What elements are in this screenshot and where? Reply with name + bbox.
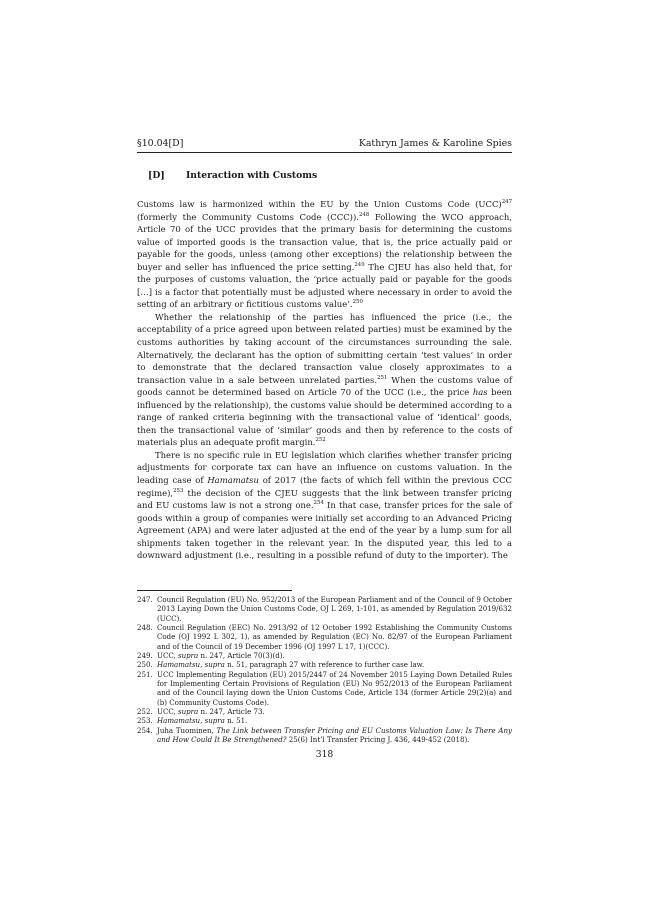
footnote-number: 248. [137,623,153,633]
footnote-ref[interactable]: 248 [358,211,370,218]
running-head-section: §10.04[D] [137,138,184,149]
footnote-italic: Hamamatsu, supra [157,660,225,670]
footnote-divider [137,590,292,591]
footnote-text-part: UCC, [157,707,178,717]
footnote-text [157,623,512,651]
footnote-253 [137,716,512,725]
paragraph-text: the decision of the CJEU suggests that the link between transfer pricing and EU customs law is not a strong one. [137,487,512,511]
footnote-ref[interactable]: 254 [313,500,324,507]
running-head-authors: Kathryn James & Karoline Spies [358,138,512,149]
footnote-ref[interactable]: 251 [377,374,388,381]
footnote-text-part: UCC, [157,651,178,661]
footnote-ref[interactable]: 249 [354,261,365,268]
paragraph-text: In that case, transfer prices for the sale of goods within a group of companies were initially set according to an Advanced Pricing Agreement (APA) and were later adjusted at the end of the year by a lump sum for all shipments taken together in the relevant year. In the disputed year, this led to a downward adjustment (i.e., resulting in a possible refund of duty to the importer). The [137,500,512,561]
footnote-text-part: UCC Implementing Regulation (EU) 2015/2447 of 24 November 2015 Laying Down Detailed Rules for Implementing Certain Provisions of Regulation (EU) No 952/2013 of the European Parliament and of the Council laying down the Union Customs Code, Article 134 (former Article 29(2)(a) and (b) Community Customs Code). [157,669,512,707]
footnote-ref[interactable]: 252 [315,437,326,444]
footnote-text [157,670,512,707]
footnote-text-part: Council Regulation (EU) No. 952/2013 of the European Parliament and of the Council of 9 October 2013 Laying Down the Union Customs Code, OJ L 269, 1-101, as amended by Regulation 2019/632 (UCC). [157,595,512,623]
paragraph-text: There is no specific rule in EU legislation which clarifies whether transfer pricing adjustments for corporate tax can have an influence on customs valuation. In the leading case of [137,449,512,486]
footnote-ref[interactable]: 253 [173,487,184,494]
footnote-italic: supra [177,651,199,661]
footnote-number: 251. [137,669,153,679]
footnote-text-part: n. 51, paragraph 27 with reference to further case law. [224,660,425,670]
footnote-italic: The Link between Transfer Pricing and EU Customs Valuation Law: Is There Any and How Could It Be Strengthened? [157,725,512,745]
paragraph-text: The CJEU has also held that, for the purposes of customs valuation, the ‘price actually paid or payable for the goods […] is a factor that potentially must be adjusted where necessary in order to avoid the setting of an arbitrary or fictitious customs value’. [137,261,512,310]
footnote-text [157,595,512,623]
body-text [137,198,512,562]
footnote-number: 249. [137,651,153,661]
footnote-text [157,707,512,716]
footnote-text-part: n. 247, Article 70(3)(d). [198,651,285,661]
footnote-254 [137,726,512,745]
footnote-text-part: Juha Tuominen, [157,725,217,735]
footnote-249 [137,651,512,660]
footnote-text [157,651,512,660]
footnote-ref[interactable]: 250 [352,299,363,306]
paragraph-2 [137,311,512,449]
footnote-251 [137,670,512,707]
footnote-text [157,726,512,745]
footnote-247 [137,595,512,623]
footnote-number: 254. [137,725,153,735]
section-title: Interaction with Customs [186,170,318,181]
footnote-text-part: n. 247, Article 73. [198,707,265,717]
footnote-text [157,660,512,669]
section-number: [D] [148,170,165,181]
paragraph-text: (formerly the Community Customs Code (CCC)). [137,211,359,222]
footnote-text-part: Council Regulation (EEC) No. 2913/92 of 12 October 1992 Establishing the Community Customs Code (OJ 1992 L 302, 1), as amended by Regulation (EC) No. 82/97 of the European Parliament and of the Council of 19 December 1996 (OJ 1997 L 17, 1)(CCC). [157,623,512,651]
paragraph-text: Following the WCO approach, Article 70 of the UCC provides that the primary basis for determining the customs value of imported goods is the transaction value, that is, the price actually paid or payable for the goods, unless (among other exceptions) the relationship between the buyer and seller has influenced the price setting. [137,211,512,272]
footnote-text-part: 25(6) Int’l Transfer Pricing J. 436, 449-452 (2018). [286,735,470,745]
paragraph-text: When the customs value of goods cannot be determined based on Article 70 of the UCC (i.e., the price [137,374,513,398]
section-heading [137,170,512,181]
footnote-text [157,716,512,725]
paragraph-3 [137,449,512,562]
paragraph-text: been influenced by the relationship), the customs value should be determined according to a range of ranked criteria beginning with the transactional value of ‘identical’ goods, then the transactional value of ‘similar’ goods and then by reference to the costs of materials plus an adequate profit margin. [137,387,512,448]
running-head [137,138,512,153]
footnote-number: 250. [137,660,153,670]
case-name: Hamamatsu [207,475,259,486]
paragraph-text: Customs law is harmonized within the EU by the Union Customs Code (UCC) [137,199,502,209]
paragraph-1 [137,198,512,311]
footnote-ref[interactable]: 247 [501,199,512,206]
paragraph-text: Whether the relationship of the parties has influenced the price (i.e., the acceptability of a price agreed upon between related parties) must be examined by the customs authorities by taking account of the circumstances surrounding the sale. Alternatively, the declarant has the option of submitting certain ‘test values’ in order to demonstrate that the declared transaction value closely approximates to a transaction value in a sale between unrelated parties. [137,311,512,385]
footnote-248 [137,623,512,651]
emphasis: has [472,387,488,398]
page-number: 318 [315,749,334,760]
footnote-250 [137,660,512,669]
footnote-252 [137,707,512,716]
footnote-italic: Hamamatsu, supra [157,716,225,726]
footnotes [137,595,512,745]
footnote-number: 247. [137,595,153,604]
footnote-text-part: n. 51. [224,716,248,726]
footnote-italic: supra [177,707,199,717]
footnote-number: 253. [137,716,153,726]
footnote-number: 252. [137,707,153,717]
page [137,138,513,760]
paragraph-text: of 2017 (the facts of which fell within the previous CCC regime), [137,475,512,498]
